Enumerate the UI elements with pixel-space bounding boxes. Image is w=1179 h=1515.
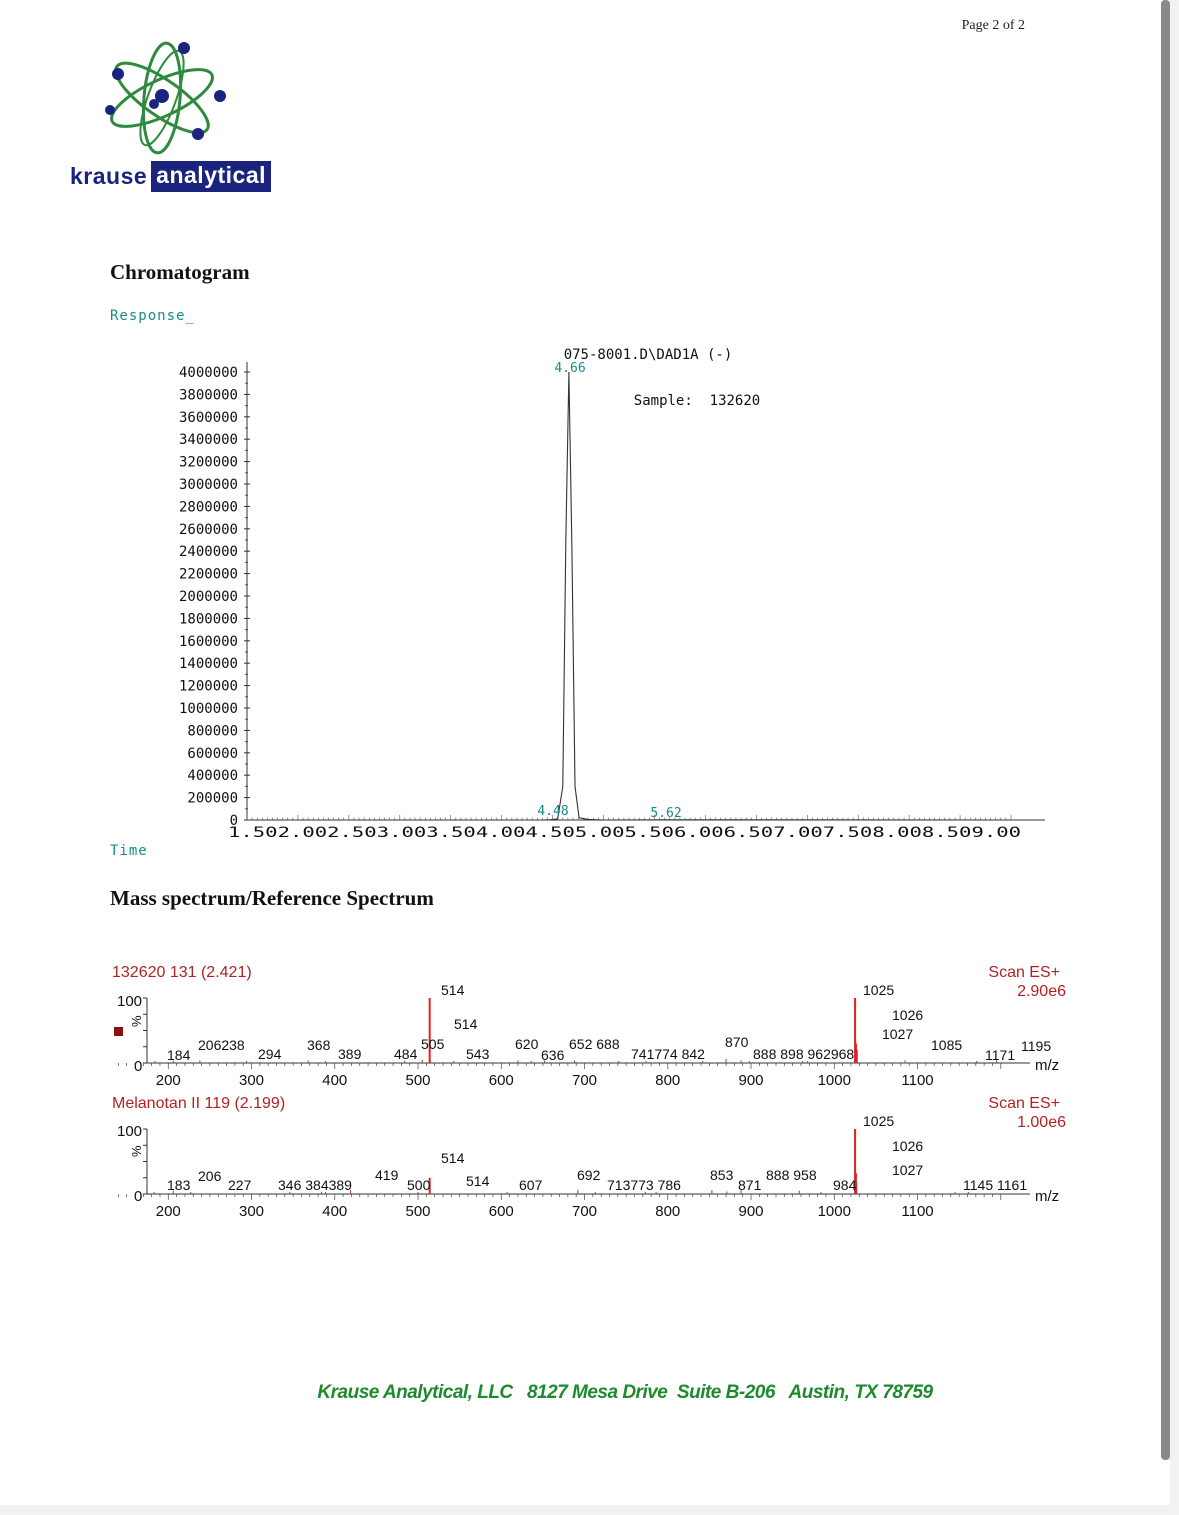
- peak-mz-label: 984: [833, 1177, 857, 1193]
- peak-mz-label: 1145 1161: [963, 1177, 1028, 1193]
- peak-label-left: 4.48: [537, 804, 569, 819]
- peak-mz-label: 607: [519, 1177, 543, 1193]
- peak-mz-label: 346 384389: [278, 1177, 352, 1193]
- y-tick-label: 2800000: [178, 499, 238, 516]
- x-tick-label: 1100: [901, 1072, 934, 1089]
- x-tick-label: 900: [738, 1072, 764, 1089]
- x-tick-label: 700: [572, 1203, 598, 1220]
- x-axis-title: Time: [110, 843, 148, 859]
- y-tick-label: 400000: [187, 768, 238, 785]
- y-tick-label: 1000000: [178, 701, 238, 717]
- peak-mz-label: 184: [167, 1047, 191, 1063]
- x-tick-label: 600: [488, 1203, 514, 1220]
- spectrum2-y-top: 100: [117, 1123, 143, 1140]
- x-tick-label: 400: [322, 1072, 348, 1089]
- peak-mz-label: 206: [198, 1168, 222, 1184]
- y-tick-label: 2600000: [178, 521, 238, 538]
- spectrum2-y-bottom: 0: [134, 1188, 143, 1205]
- peak-mz-label: 183: [167, 1177, 191, 1193]
- x-tick-label: 300: [239, 1203, 265, 1220]
- x-tick-label: 700: [572, 1072, 598, 1089]
- y-tick-label: 2400000: [178, 544, 238, 561]
- x-tick-label: 1000: [817, 1072, 851, 1089]
- peak-mz-label: 505: [421, 1036, 445, 1052]
- spectrum1-title: 132620 131 (2.421): [112, 964, 252, 981]
- peak-mz-label: 500: [407, 1177, 431, 1193]
- peak-mz-label: 1025: [863, 1113, 895, 1129]
- mass-spectrum-chart: [0, 940, 1170, 1240]
- vertical-scrollbar[interactable]: [1161, 0, 1170, 1460]
- x-tick-label: 800: [655, 1072, 681, 1089]
- spectrum2-intensity: 1.00e6: [1017, 1114, 1066, 1131]
- peak-mz-label: 514: [454, 1016, 478, 1032]
- peak-mz-label: 1027: [892, 1162, 924, 1178]
- peak-mz-label: 888 898 962968: [753, 1046, 855, 1062]
- peak-mz-label: 871: [738, 1177, 762, 1193]
- peak-mz-label: 870: [725, 1034, 749, 1050]
- peak-mz-label: 888 958: [766, 1167, 817, 1183]
- sample-label: Sample: 132620: [633, 393, 761, 409]
- spectrum1-marker: [114, 1027, 123, 1036]
- peak-label-main: 4.66: [554, 361, 586, 376]
- x-tick-label: 200: [155, 1203, 181, 1220]
- x-tick-label: 600: [488, 1072, 514, 1089]
- chromatogram-title: Chromatogram: [110, 260, 250, 284]
- spectrum1-y-unit: %: [129, 1015, 144, 1027]
- spectrum1-x-unit: m/z: [1035, 1057, 1060, 1074]
- y-tick-label: 200000: [187, 790, 238, 807]
- y-tick-label: 3800000: [178, 387, 238, 404]
- x-tick-label: 500: [405, 1072, 431, 1089]
- peak-mz-label: 543: [466, 1046, 490, 1062]
- peak-mz-label: 1026: [892, 1007, 924, 1023]
- y-tick-label: 1600000: [178, 633, 238, 650]
- peak-mz-label: 514: [466, 1173, 490, 1189]
- peak-mz-label: 636: [541, 1047, 565, 1063]
- peak-mz-label: 514: [441, 1150, 465, 1166]
- peak-mz-label: 1027: [882, 1026, 914, 1042]
- peak-mz-label: 419: [375, 1167, 399, 1183]
- y-tick-label: 1800000: [178, 611, 238, 628]
- trace-label: 075-8001.D\DAD1A (-): [563, 347, 733, 363]
- x-tick-label: 1100: [901, 1203, 934, 1220]
- peak-mz-label: 652 688: [569, 1036, 620, 1052]
- y-tick-label: 1400000: [178, 656, 238, 673]
- spectrum1-intensity: 2.90e6: [1017, 983, 1066, 1000]
- brand-word-2: analytical: [151, 161, 271, 192]
- peak-mz-label: 741774 842: [631, 1046, 705, 1062]
- x-tick-label: 300: [239, 1072, 265, 1089]
- peak-mz-label: 206238: [198, 1037, 245, 1053]
- x-tick-label: 900: [738, 1203, 764, 1220]
- spectrum2-y-unit: %: [129, 1145, 144, 1157]
- peak-mz-label: 853: [710, 1167, 734, 1183]
- x-tick-label: 800: [655, 1203, 681, 1220]
- peak-mz-label: 1171: [985, 1047, 1016, 1063]
- peak-mz-label: 620: [515, 1036, 539, 1052]
- y-tick-label: 1200000: [178, 678, 238, 695]
- spectrum1-scan: Scan ES+: [988, 964, 1060, 981]
- peak-mz-label: 1025: [863, 982, 895, 998]
- mass-spectrum-title: Mass spectrum/Reference Spectrum: [110, 886, 434, 910]
- peak-mz-label: 692: [577, 1167, 601, 1183]
- peak-mz-label: 484: [394, 1046, 418, 1062]
- x-tick-label: 1000: [817, 1203, 851, 1220]
- peak-mz-label: 389: [338, 1046, 362, 1062]
- peak-mz-label: 294: [258, 1046, 282, 1062]
- peak-mz-label: 1195: [1021, 1038, 1052, 1054]
- spectrum1-y-top: 100: [117, 993, 143, 1010]
- y-axis-title: Response_: [110, 308, 195, 324]
- x-tick-labels: 1.502.002.503.003.504.004.505.005.506.006.507.007.508.008.509.00: [228, 825, 1021, 841]
- y-tick-label: 2000000: [178, 589, 238, 605]
- y-tick-label: 2200000: [178, 566, 238, 583]
- spectrum2-title: Melanotan II 119 (2.199): [112, 1095, 286, 1112]
- page-number: Page 2 of 2: [961, 18, 1025, 33]
- brand-word-1: krause: [70, 162, 148, 189]
- y-tick-label: 3200000: [178, 454, 238, 471]
- y-tick-label: 0: [229, 813, 238, 829]
- chromatogram-trace: [247, 372, 1011, 820]
- peak-label-right: 5.62: [650, 806, 682, 821]
- peak-mz-label: 1026: [892, 1138, 924, 1154]
- peak-mz-label: 368: [307, 1037, 331, 1053]
- spectrum2-scan: Scan ES+: [988, 1095, 1060, 1112]
- y-tick-label: 800000: [187, 723, 238, 740]
- y-tick-label: 600000: [187, 745, 238, 762]
- y-tick-label: 3400000: [178, 432, 238, 449]
- peak-mz-label: 227: [228, 1177, 252, 1193]
- x-tick-label: 400: [322, 1203, 348, 1220]
- peak-mz-label: 713773 786: [607, 1177, 681, 1193]
- x-tick-label: 500: [405, 1203, 431, 1220]
- y-tick-label: 4000000: [178, 365, 238, 381]
- y-tick-label: 3600000: [178, 409, 238, 426]
- x-tick-label: 200: [155, 1072, 181, 1089]
- y-tick-label: 3000000: [178, 477, 238, 493]
- footer-address: Krause Analytical, LLC 8127 Mesa Drive Suite B-206 Austin, TX 78759: [317, 1382, 933, 1403]
- peak-mz-label: 1085: [931, 1037, 963, 1053]
- spectrum1-y-bottom: 0: [134, 1058, 143, 1075]
- spectrum2-x-unit: m/z: [1035, 1188, 1060, 1205]
- peak-mz-label: 514: [441, 982, 465, 998]
